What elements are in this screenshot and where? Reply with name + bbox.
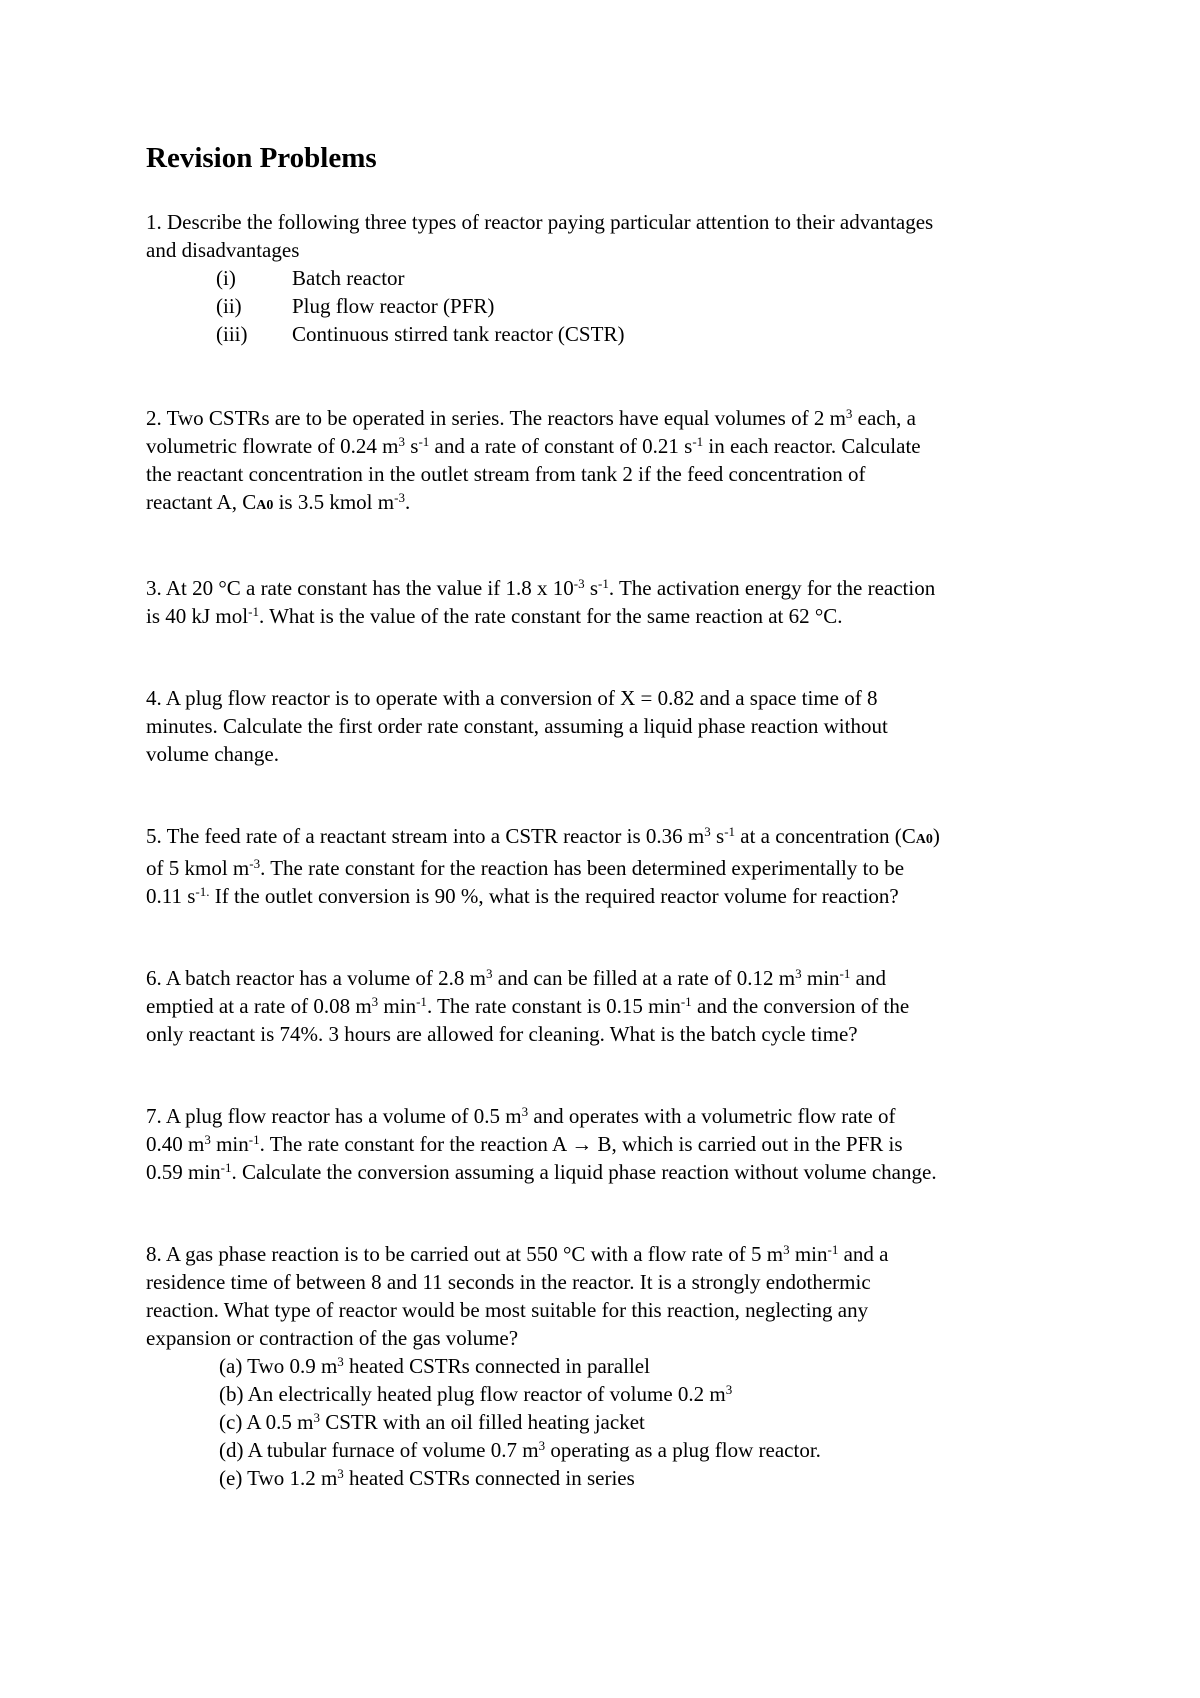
problem-6-line-2: emptied at a rate of 0.08 $m^3$ $\min^{-1}$. The rate constant is 0.15 $\min^{-1}$ and the conversion of the	[146, 993, 910, 1018]
problem-7	[146, 1102, 1080, 1186]
problem-2-line-1: 2. Two CSTRs are to be operated in series. The reactors have equal volumes of 2 $m^3$ each, a	[146, 405, 916, 430]
problem-2-line-4: reactant A, CA0 is 3.5 kmol $m^{-3}$.	[146, 489, 411, 514]
list-item: (i) Batch reactor	[216, 266, 405, 290]
problem-8	[146, 1240, 1080, 1492]
problem-3-line-2: is 40 kJ mol$^{-1}$. What is the value of the rate constant for the same reaction at 62 °C.	[146, 603, 843, 628]
problem-7-line-3: 0.59 $\min^{-1}$. Calculate the conversion assuming a liquid phase reaction without volume change.	[146, 1159, 937, 1184]
problem-4-line-1: 4. A plug flow reactor is to operate with a conversion of X = 0.82 and a space time of 8	[146, 686, 878, 710]
reactor-type-list	[146, 264, 1080, 348]
problem-5-line-1: 5. The feed rate of a reactant stream into a CSTR reactor is 0.36 $m^3$ $s^{-1}$ at a concentration (CA0)	[146, 823, 940, 848]
problem-4-line-2: minutes. Calculate the first order rate constant, assuming a liquid phase reaction without	[146, 714, 888, 738]
problem-2-line-3: the reactant concentration in the outlet stream from tank 2 if the feed concentration of	[146, 462, 866, 486]
list-item: (iii) Continuous stirred tank reactor (CSTR)	[216, 322, 625, 346]
problem-3-line-1: 3. At 20 °C a rate constant has the value if 1.8 x $10^{-3}$ $s^{-1}$. The activation energy for the reaction	[146, 575, 936, 600]
problem-1	[146, 208, 1080, 348]
problem-1-line-1: 1. Describe the following three types of reactor paying particular attention to their advantages	[146, 210, 934, 234]
answer-option-e: (e) Two 1.2 $m^3$ heated CSTRs connected in series	[219, 1465, 635, 1490]
answer-options-list	[146, 1352, 1080, 1492]
problem-4-line-3: volume change.	[146, 742, 279, 766]
problem-8-line-4: expansion or contraction of the gas volume?	[146, 1326, 519, 1350]
answer-option-c: (c) A 0.5 $m^3$ CSTR with an oil filled heating jacket	[219, 1409, 645, 1434]
answer-option-d: (d) A tubular furnace of volume 0.7 $m^3$ operating as a plug flow reactor.	[219, 1437, 821, 1462]
problem-6	[146, 964, 1080, 1048]
problem-5-line-2: of 5 kmol $m^{-3}$. The rate constant for the reaction has been determined experimentally to be	[146, 855, 905, 880]
problem-3	[146, 574, 1080, 630]
list-item: (ii) Plug flow reactor (PFR)	[216, 294, 495, 318]
problem-7-line-2: 0.40 $m^3$ $\min^{-1}$. The rate constant for the reaction A → B, which is carried out in the PFR is	[146, 1131, 903, 1156]
problem-1-line-2: and disadvantages	[146, 238, 300, 262]
problem-8-line-1: 8. A gas phase reaction is to be carried out at 550 °C with a flow rate of 5 $m^3$ $\min^{-1}$ and a	[146, 1241, 889, 1266]
problem-6-line-3: only reactant is 74%. 3 hours are allowed for cleaning. What is the batch cycle time?	[146, 1022, 858, 1046]
problem-2-line-2: volumetric flowrate of 0.24 $m^3$ $s^{-1}$ and a rate of constant of 0.21 $s^{-1}$ in each reactor. Calculate	[146, 433, 921, 458]
problem-8-line-2: residence time of between 8 and 11 seconds in the reactor. It is a strongly endothermic	[146, 1270, 871, 1294]
answer-option-a: (a) Two 0.9 $m^3$ heated CSTRs connected in parallel	[219, 1353, 650, 1378]
problem-4	[146, 684, 1080, 768]
page-title: Revision Problems	[146, 142, 377, 174]
problem-8-line-3: reaction. What type of reactor would be most suitable for this reaction, neglecting any	[146, 1298, 869, 1322]
problem-5-line-3: 0.11 $s^{-1.}$ If the outlet conversion is 90 %, what is the required reactor volume for reaction?	[146, 883, 899, 908]
problem-6-line-1: 6. A batch reactor has a volume of 2.8 $m^3$ and can be filled at a rate of 0.12 $m^3$ $\min^{-1}$ and	[146, 965, 886, 990]
answer-option-b: (b) An electrically heated plug flow reactor of volume 0.2 $m^3$	[219, 1381, 733, 1406]
problem-2	[146, 404, 1080, 520]
problem-5	[146, 822, 1080, 910]
problem-7-line-1: 7. A plug flow reactor has a volume of 0.5 $m^3$ and operates with a volumetric flow rate of	[146, 1103, 896, 1128]
